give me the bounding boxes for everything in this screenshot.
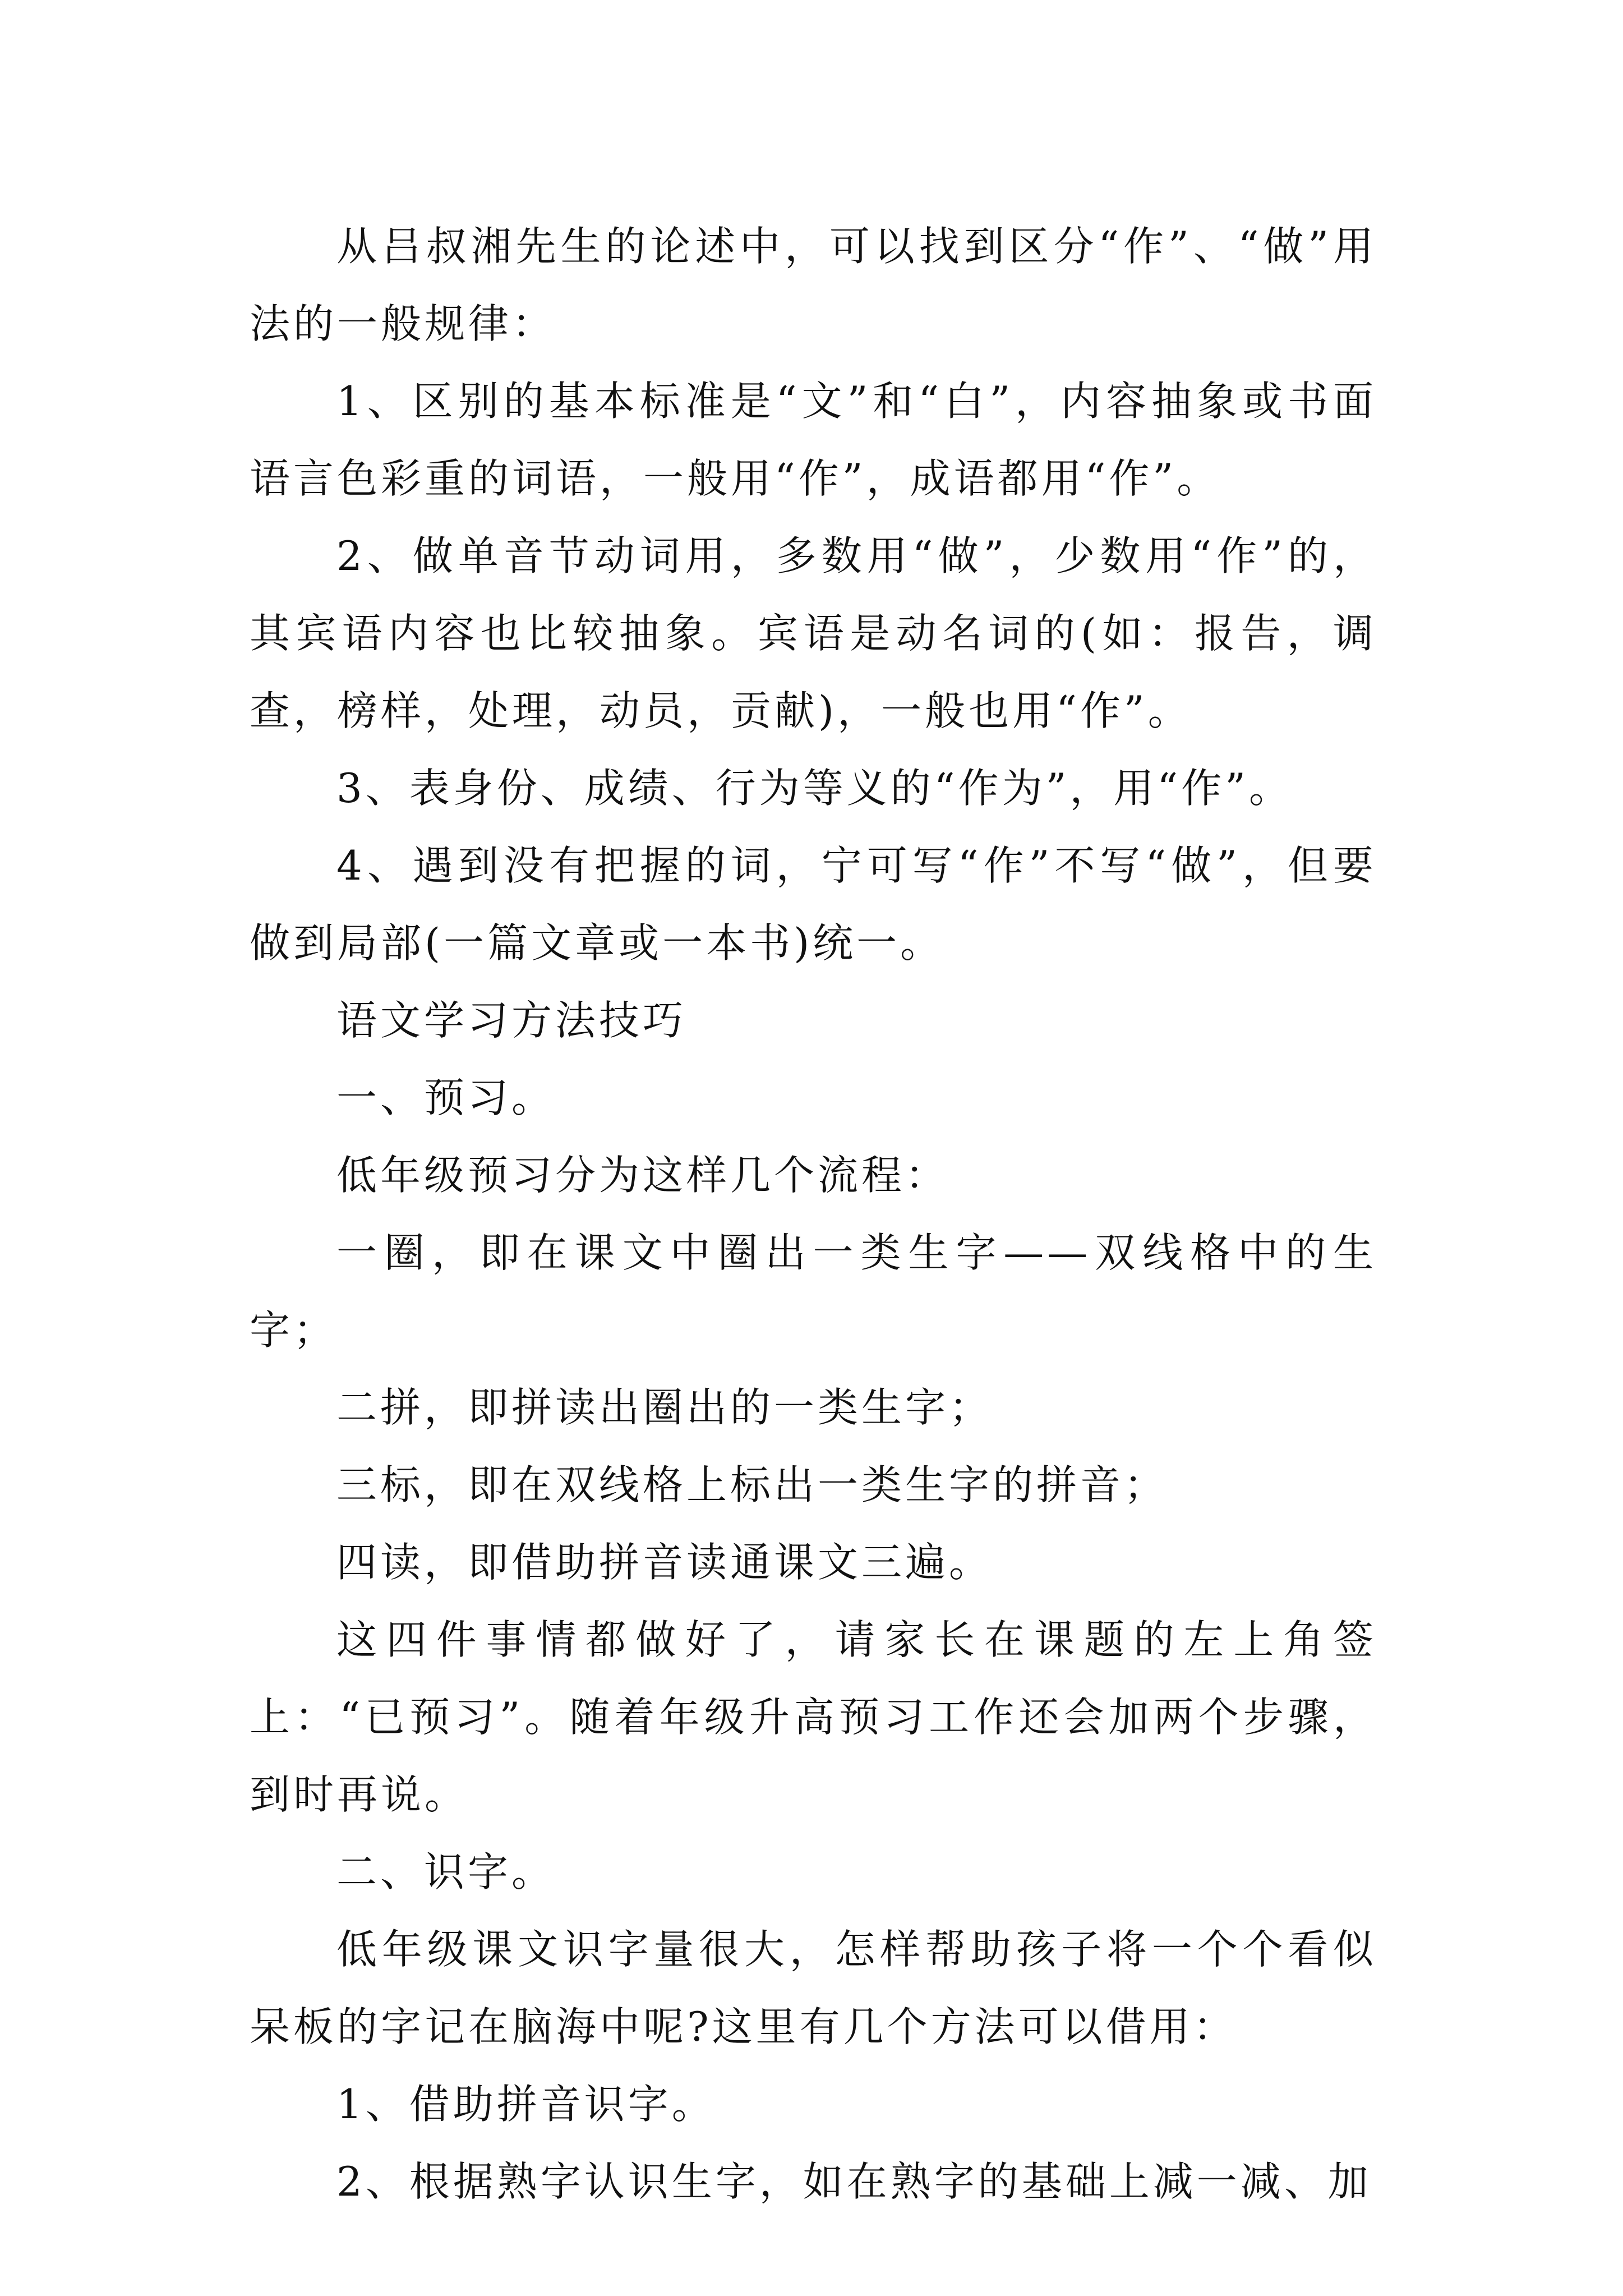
paragraph-1: 从吕叔湘先生的论述中，可以找到区分“作”、“做”用法的一般规律： [250, 223, 1377, 347]
list-item-circle: 一圈，即在课文中圈出一类生字——双线格中的生字； [250, 1229, 1377, 1354]
list-item-spell: 二拼，即拼读出圈出的一类生字； [336, 1384, 993, 1431]
document-body [250, 208, 1377, 2220]
section-heading: 语文学习方法技巧 [336, 997, 687, 1044]
list-item-pinyin: 1、借助拼音识字。 [336, 2081, 716, 2128]
paragraph-3: 2、做单音节动词用，多数用“做”，少数用“作”的，其宾语内容也比较抽象。宾语是动名词的(如：报告，调查，榜样，处理，动员，贡献)，一般也用“作”。 [250, 532, 1377, 734]
paragraph-15: 低年级课文识字量很大，怎样帮助孩子将一个个看似呆板的字记在脑海中呢?这里有几个方法可以借用： [250, 1926, 1377, 2050]
paragraph-4: 3、表身份、成绩、行为等义的“作为”，用“作”。 [336, 765, 1293, 812]
paragraph-13: 这四件事情都做好了，请家长在课题的左上角签上：“已预习”。随着年级升高预习工作还会加两个步骤，到时再说。 [250, 1616, 1377, 1818]
list-item-mark: 三标，即在双线格上标出一类生字的拼音； [336, 1461, 1168, 1508]
paragraph-5: 4、遇到没有把握的词，宁可写“作”不写“做”，但要做到局部(一篇文章或一本书)统一。 [250, 842, 1377, 967]
paragraph-8: 低年级预习分为这样几个流程： [336, 1152, 949, 1199]
list-item-read: 四读，即借助拼音读通课文三遍。 [336, 1539, 993, 1586]
paragraph-2: 1、区别的基本标准是“文”和“白”，内容抽象或书面语言色彩重的词语，一般用“作”，成语都用“作”。 [250, 378, 1377, 502]
subsection-heading-literacy: 二、识字。 [336, 1848, 556, 1895]
list-item-familiar-characters: 2、根据熟字认识生字，如在熟字的基础上减一减、加 [336, 2158, 1372, 2205]
subsection-heading-preview: 一、预习。 [336, 1074, 556, 1121]
